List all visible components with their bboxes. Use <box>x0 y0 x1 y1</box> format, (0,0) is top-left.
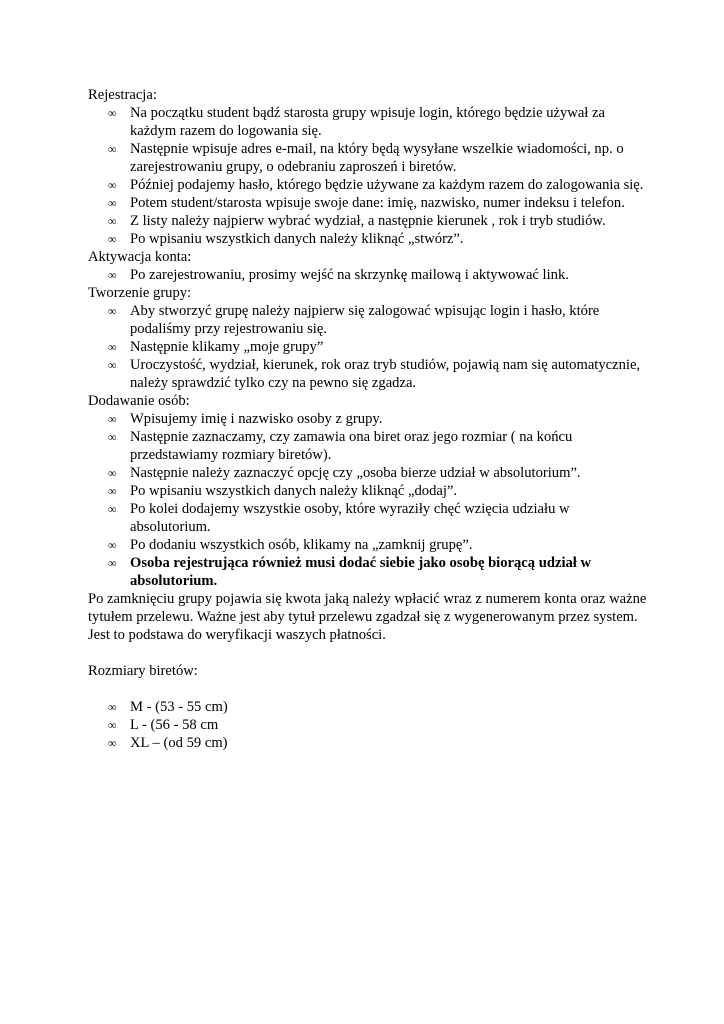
infinity-bullet-icon: ∞ <box>108 304 117 318</box>
list-item: ∞ Później podajemy hasło, którego będzie używane za każdym razem do zalogowania się. <box>108 177 644 193</box>
list-item-size: ∞ XL – (od 59 cm) <box>108 735 228 751</box>
list-item: ∞ Potem student/starosta wpisuje swoje dane: imię, nazwisko, numer indeksu i telefon. <box>108 195 625 211</box>
infinity-bullet-icon: ∞ <box>108 142 117 156</box>
infinity-bullet-icon: ∞ <box>108 484 117 498</box>
section-heading-rejestracja: Rejestracja: <box>88 87 157 103</box>
list-item: ∞ Następnie zaznaczamy, czy zamawia ona biret oraz jego rozmiar ( na końcu przedstawiamy rozmiary biretów). <box>108 429 573 463</box>
list-item: ∞ Na początku student bądź starosta grupy wpisuje login, którego będzie używał za każdym razem do logowania się. <box>108 105 605 139</box>
infinity-bullet-icon: ∞ <box>108 556 117 570</box>
infinity-bullet-icon: ∞ <box>108 340 117 354</box>
list-tworzenie-grupy <box>88 302 648 392</box>
infinity-bullet-icon: ∞ <box>108 232 117 246</box>
infinity-bullet-icon: ∞ <box>108 736 117 750</box>
blank-line <box>88 680 648 698</box>
list-item-size: ∞ M - (53 - 55 cm) <box>108 699 228 715</box>
infinity-bullet-icon: ∞ <box>108 412 117 426</box>
list-item-size: ∞ L - (56 - 58 cm <box>108 717 219 733</box>
list-item-important: ∞ Osoba rejestrująca również musi dodać siebie jako osobę biorącą udział w absolutorium. <box>108 555 592 589</box>
list-item: ∞ Następnie wpisuje adres e-mail, na który będą wysyłane wszelkie wiadomości, np. o zarejestrowaniu grupy, o odebraniu zaproszeń i biretów. <box>108 141 624 175</box>
infinity-bullet-icon: ∞ <box>108 178 117 192</box>
list-item: ∞ Po zarejestrowaniu, prosimy wejść na skrzynkę mailową i aktywować link. <box>108 267 569 283</box>
document-page <box>88 86 648 752</box>
infinity-bullet-icon: ∞ <box>108 718 117 732</box>
list-item: ∞ Po dodaniu wszystkich osób, klikamy na „zamknij grupę”. <box>108 537 473 553</box>
section-heading-dodawanie-osob: Dodawanie osób: <box>88 393 190 409</box>
list-item: ∞ Po wpisaniu wszystkich danych należy kliknąć „dodaj”. <box>108 483 458 499</box>
infinity-bullet-icon: ∞ <box>108 196 117 210</box>
list-item: ∞ Następnie należy zaznaczyć opcję czy „osoba bierze udział w absolutorium”. <box>108 465 581 481</box>
infinity-bullet-icon: ∞ <box>108 268 117 282</box>
section-heading-aktywacja: Aktywacja konta: <box>88 249 192 265</box>
list-dodawanie-osob <box>88 410 648 590</box>
infinity-bullet-icon: ∞ <box>108 358 117 372</box>
list-aktywacja <box>88 266 648 284</box>
list-item: ∞ Po wpisaniu wszystkich danych należy kliknąć „stwórz”. <box>108 231 464 247</box>
infinity-bullet-icon: ∞ <box>108 466 117 480</box>
infinity-bullet-icon: ∞ <box>108 700 117 714</box>
list-sizes <box>88 698 648 752</box>
blank-line <box>88 644 648 662</box>
list-rejestracja <box>88 104 648 248</box>
section-heading-tworzenie-grupy: Tworzenie grupy: <box>88 285 192 301</box>
list-item: ∞ Z listy należy najpierw wybrać wydział, a następnie kierunek , rok i tryb studiów. <box>108 213 606 229</box>
list-item: ∞ Uroczystość, wydział, kierunek, rok oraz tryb studiów, pojawią nam się automatycznie, należy sprawdzić tylko czy na pewno się zgadza. <box>108 357 641 391</box>
closing-paragraph: Po zamknięciu grupy pojawia się kwota jaką należy wpłacić wraz z numerem konta oraz ważne tytułem przelewu. Ważne jest aby tytuł przelewu zgadzał się z wygenerowanym przez system. Jest to podstawa do weryfikacji waszych płatności. <box>88 591 647 643</box>
infinity-bullet-icon: ∞ <box>108 502 117 516</box>
list-item: ∞ Aby stworzyć grupę należy najpierw się zalogować wpisując login i hasło, które podaliśmy przy rejestrowaniu się. <box>108 303 600 337</box>
list-item: ∞ Wpisujemy imię i nazwisko osoby z grupy. <box>108 411 383 427</box>
infinity-bullet-icon: ∞ <box>108 106 117 120</box>
infinity-bullet-icon: ∞ <box>108 214 117 228</box>
sizes-heading: Rozmiary biretów: <box>88 663 198 679</box>
infinity-bullet-icon: ∞ <box>108 538 117 552</box>
list-item: ∞ Następnie klikamy „moje grupy” <box>108 339 324 355</box>
infinity-bullet-icon: ∞ <box>108 430 117 444</box>
list-item: ∞ Po kolei dodajemy wszystkie osoby, które wyraziły chęć wzięcia udziału w absolutorium. <box>108 501 570 535</box>
